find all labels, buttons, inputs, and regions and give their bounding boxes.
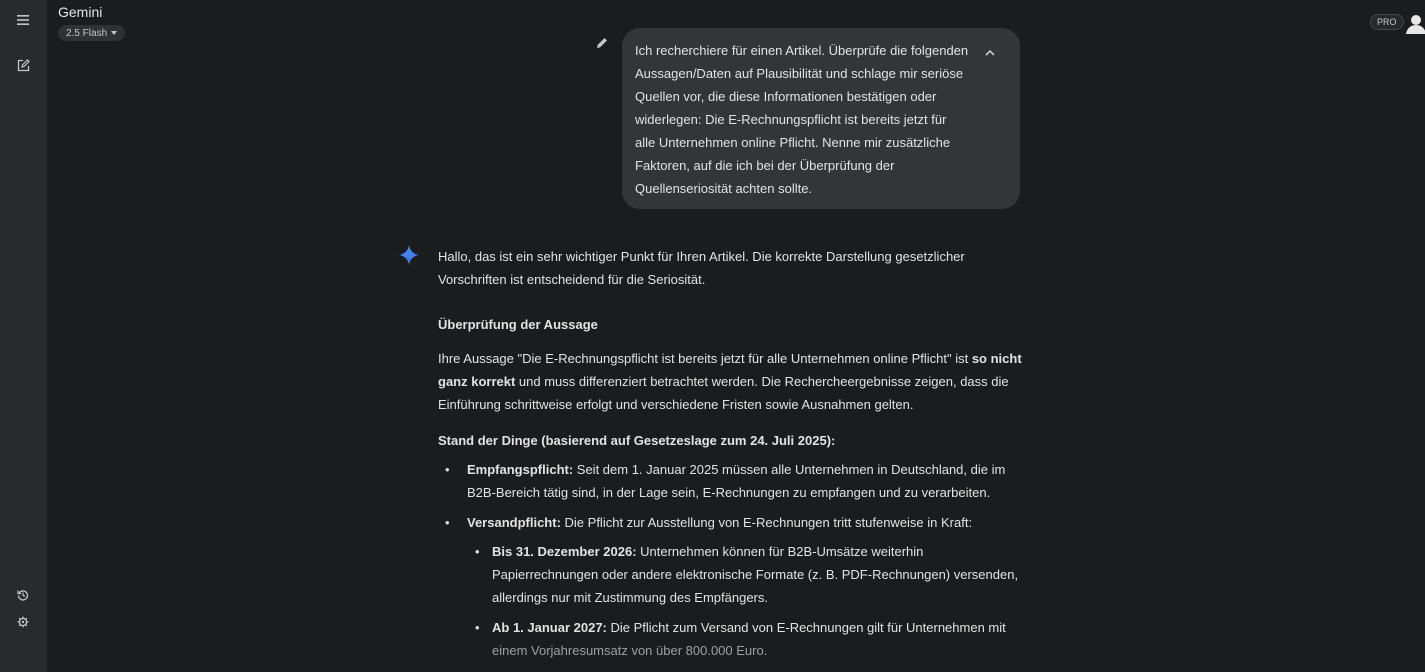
response-paragraph <box>438 347 1023 416</box>
bullet-list <box>438 458 1023 662</box>
bullet-text: Seit dem 1. Januar 2025 müssen alle Unternehmen in Deutschland, die im B2B-Bereich tätig sind, in der Lage sein, E-Rechnungen zu empfangen und zu verarbeiten. <box>467 462 1006 500</box>
chevron-up-icon[interactable] <box>984 48 996 58</box>
sub-bullet-list <box>467 540 1023 662</box>
menu-icon[interactable] <box>14 11 32 29</box>
avatar[interactable] <box>1406 12 1425 34</box>
bullet-text: Die Pflicht zur Ausstellung von E-Rechnungen tritt stufenweise in Kraft: <box>560 515 973 530</box>
pro-badge: PRO <box>1370 14 1404 30</box>
model-selector[interactable] <box>58 25 125 41</box>
bullet-text: Die Pflicht zum Versand von E-Rechnungen gilt für Unternehmen mit <box>606 620 1006 635</box>
activity-icon[interactable] <box>14 586 32 604</box>
gemini-spark-icon <box>398 244 420 266</box>
para-text-rest: und muss differenziert betrachtet werden. Die Rechercheergebnisse zeigen, dass die Einführung schrittweise erfolgt und verschiedene Fristen sowie Ausnahmen gelten. <box>438 374 1009 412</box>
para-text: Ihre Aussage "Die E-Rechnungspflicht ist bereits jetzt für alle Unternehmen online Pflicht" ist <box>438 351 972 366</box>
bullet-text-streaming: einem Vorjahresumsatz von über 800.000 Euro. <box>492 643 768 658</box>
bullet-text: Unternehmen können für B2B-Umsätze weiterhin Papierrechnungen oder andere elektronische Formate (z. B. PDF-Rechnungen) versenden, allerdings nur mit Zustimmung des Empfängers. <box>492 544 1019 605</box>
para-bold: so nicht ganz korrekt <box>438 351 1022 389</box>
heading-stand-der-dinge: Stand der Dinge (basierend auf Gesetzeslage zum 24. Juli 2025): <box>438 433 836 448</box>
bullet-label: Ab 1. Januar 2027: <box>492 620 607 635</box>
heading-ueberpruefung: Überprüfung der Aussage <box>438 317 598 332</box>
model-label: 2.5 Flash <box>66 27 108 39</box>
new-chat-icon[interactable] <box>14 56 32 74</box>
user-prompt-text: Ich recherchiere für einen Artikel. Überprüfe die folgenden Aussagen/Daten auf Plausibilität und schlage mir seriöse Quellen vor, die diese Informationen bestätigen oder widerlegen: Die E-Rechnungspflicht ist bereits jetzt für alle Unternehmen online Pflicht. Nenne mir zusätzliche Faktoren, auf die ich bei der Überprüfung der Quellenseriosität achten sollte. <box>635 43 969 196</box>
list-item <box>467 540 1023 609</box>
sidebar-rail <box>0 0 47 672</box>
list-item <box>438 511 1023 662</box>
list-item <box>467 616 1023 662</box>
list-item <box>438 458 1023 504</box>
bullet-label: Versandpflicht: <box>467 515 561 530</box>
bullet-label: Bis 31. Dezember 2026: <box>492 544 637 559</box>
edit-pencil-icon[interactable] <box>595 36 609 50</box>
response-intro: Hallo, das ist ein sehr wichtiger Punkt für Ihren Artikel. Die korrekte Darstellung gesetzlicher Vorschriften ist entscheidend für die Seriosität. <box>438 249 965 287</box>
bullet-label: Empfangspflicht: <box>467 462 574 477</box>
caret-down-icon <box>111 31 117 35</box>
assistant-response <box>438 245 1023 662</box>
settings-icon[interactable] <box>14 613 32 631</box>
app-title: Gemini <box>58 4 103 20</box>
user-prompt-bubble <box>622 28 1020 209</box>
